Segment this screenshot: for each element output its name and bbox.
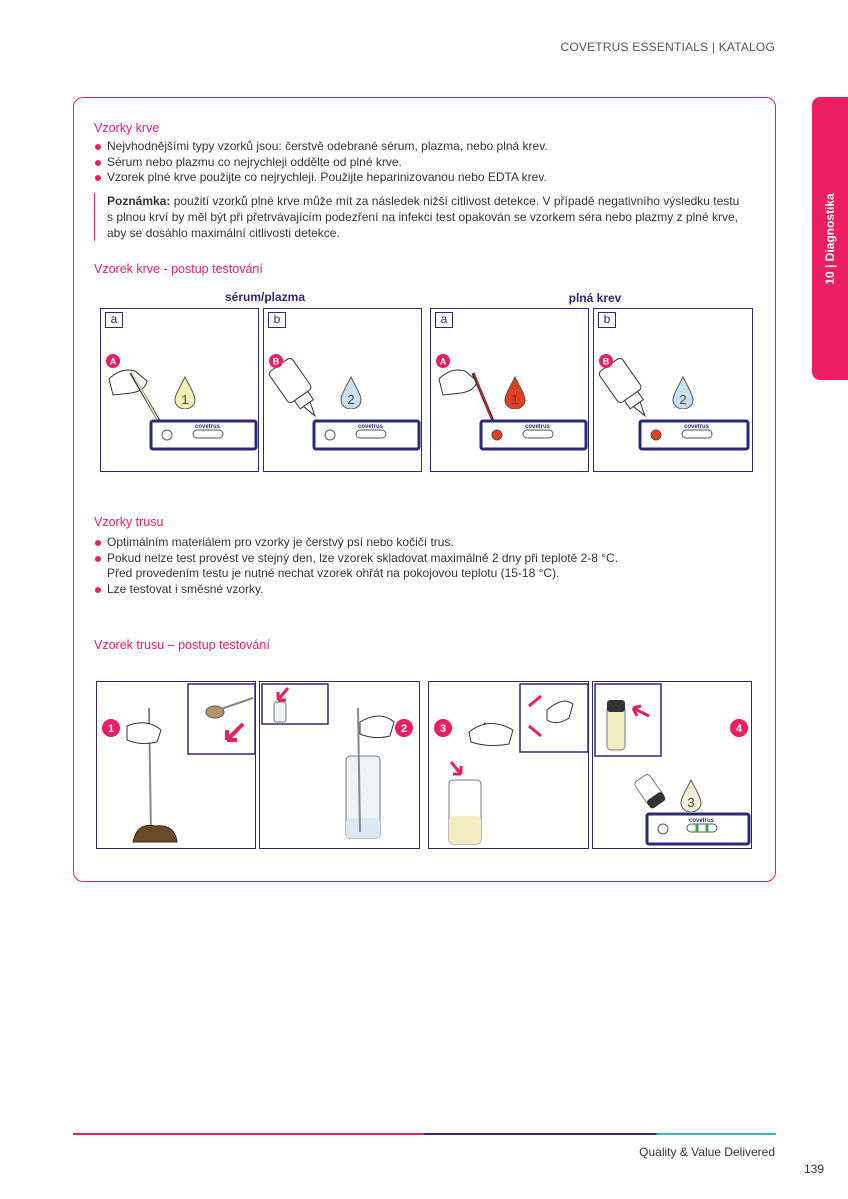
panel-letter: b [598,312,616,328]
blood-bullets [94,139,548,186]
blood-note [94,193,744,241]
drop-icon [173,375,197,409]
whole-blood-label: plná krev [568,291,622,305]
feces-step-4-panel [592,681,752,849]
svg-text:2: 2 [679,392,687,407]
dispense-sample-illustration [593,682,753,850]
serum-plasma-label: sérum/plazma [224,290,306,304]
note-text: použití vzorků plné krve může mít za následek nižší citlivost detekce. V případě negativního výsledku testu s plnou krví by měl být při přetrvávajícím podezření na infekci test opakován se vzorkem séra nebo plazmy z plné krve, aby se dosáhlo maximální citlivosti detekce. [107,194,740,240]
feces-bullet [94,551,618,582]
tube-cap-illustration [429,682,590,850]
catalog-header: COVETRUS ESSENTIALS | KATALOG [560,40,775,54]
feces-bullets [94,535,618,597]
drop-icon [679,778,703,812]
step-marker-a [104,352,130,374]
step-marker-b [267,352,293,374]
blood-panel-serum-b [263,308,422,472]
drop-icon [339,375,363,409]
feces-bullet-text: Pokud nelze test provést ve stejný den, lze vzorek skladovat maximálně 2 dny při teplotě 2-8 °C. [107,550,619,565]
feces-procedure-title: Vzorek trusu – postup testování [94,638,270,652]
drop-icon [671,375,695,409]
feces-step-1-panel [96,681,256,849]
svg-text:3: 3 [439,723,447,735]
svg-text:covetrus: covetrus [689,818,715,824]
swab-into-tube-illustration [260,682,421,850]
svg-text:1: 1 [107,723,115,735]
feces-bullet-continuation: Před provedením testu je nutné nechat vzorek ohřát na pokojovou teplotu (15-18 °C). [107,566,560,580]
page-number: 139 [803,1162,824,1176]
blood-bullet: Nejvhodnějšími typy vzorků jsou: čerstvě odebrané sérum, plazma, nebo plná krev. [94,139,548,155]
blood-bullet: Sérum nebo plazmu co nejrychleji oddělte od plné krve. [94,155,548,171]
feces-bullet: Optimálním materiálem pro vzorky je čerstvý psí nebo kočičí trus. [94,535,618,551]
panel-letter: b [268,312,286,328]
svg-text:4: 4 [735,723,743,735]
step-badge [729,718,751,740]
blood-panel-whole-a [430,308,589,472]
blood-panel-serum-a [100,308,259,472]
svg-text:covetrus: covetrus [358,424,384,430]
svg-text:2: 2 [400,723,408,735]
panel-letter: a [105,312,123,328]
feces-samples-title: Vzorky trusu [94,515,164,529]
panel-letter: a [435,312,453,328]
step-badge [394,718,416,740]
step-badge [101,718,123,740]
drop-icon [503,375,527,409]
svg-text:covetrus: covetrus [525,424,551,430]
svg-text:A: A [109,356,117,367]
step-marker-b [597,352,623,374]
svg-text:2: 2 [347,392,355,407]
feces-bullet: Lze testovat i směsné vzorky. [94,582,618,598]
blood-procedure-title: Vzorek krve - postup testování [94,262,263,276]
svg-text:3: 3 [687,795,695,810]
feces-step-3-panel [428,681,589,849]
step-badge [433,718,455,740]
note-label: Poznámka: [107,194,171,208]
side-tab-label: 10 | Diagnostika [823,192,837,285]
blood-panel-whole-b [593,308,753,472]
svg-text:covetrus: covetrus [684,424,710,430]
svg-text:covetrus: covetrus [195,424,221,430]
footer-divider [73,1133,776,1135]
blood-bullet: Vzorek plné krve použijte co nejrychleji. Použijte heparinizovanou nebo EDTA krev. [94,170,548,186]
step-marker-a [434,352,460,374]
section-side-tab[interactable] [812,97,848,380]
blood-samples-title: Vzorky krve [94,121,160,135]
svg-text:1: 1 [511,392,519,407]
svg-text:1: 1 [181,392,189,407]
svg-text:B: B [602,356,610,367]
svg-text:B: B [272,356,280,367]
svg-text:A: A [439,356,447,367]
feces-step-2-panel [259,681,420,849]
swab-collection-illustration [97,682,257,850]
footer-tagline: Quality & Value Delivered [639,1145,775,1159]
